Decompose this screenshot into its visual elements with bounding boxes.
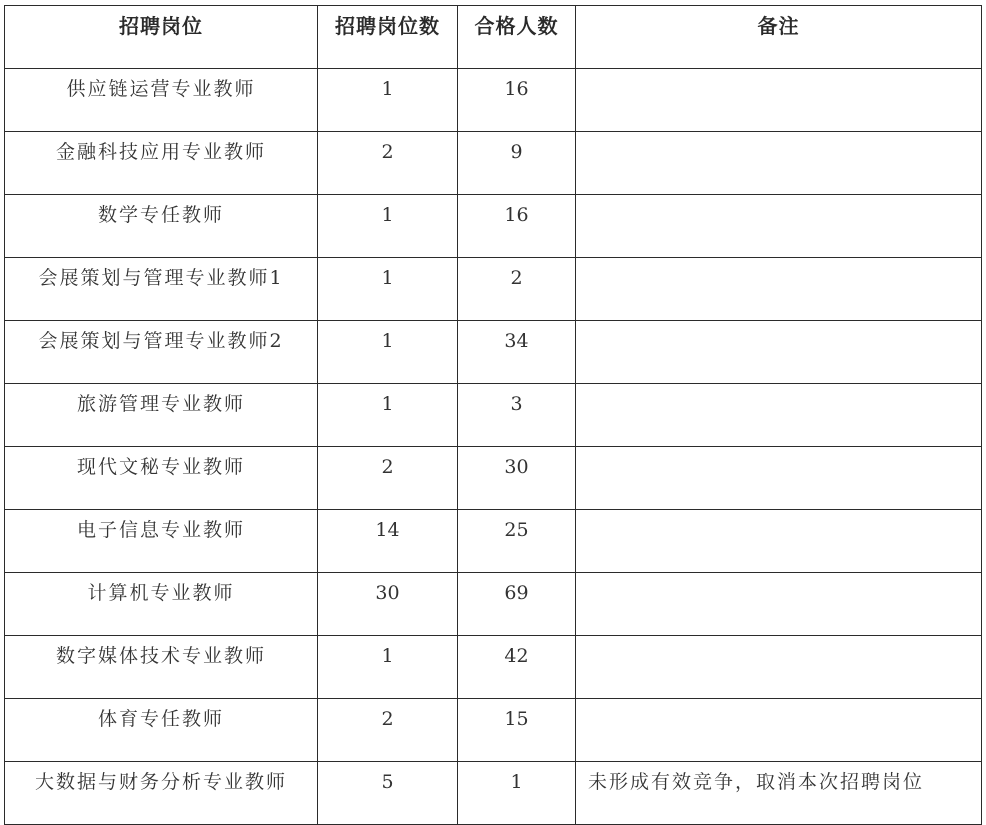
cell-position: 大数据与财务分析专业教师 bbox=[5, 762, 318, 825]
recruitment-table bbox=[4, 5, 982, 825]
cell-remark bbox=[576, 258, 982, 321]
cell-qualified: 2 bbox=[458, 258, 576, 321]
cell-qualified: 34 bbox=[458, 321, 576, 384]
table-row bbox=[5, 510, 982, 573]
cell-qualified: 16 bbox=[458, 195, 576, 258]
header-position: 招聘岗位 bbox=[5, 6, 318, 69]
cell-remark: 未形成有效竞争，取消本次招聘岗位 bbox=[576, 762, 982, 825]
cell-openings: 2 bbox=[318, 447, 458, 510]
cell-remark bbox=[576, 510, 982, 573]
cell-position: 数学专任教师 bbox=[5, 195, 318, 258]
table-row bbox=[5, 636, 982, 699]
cell-position: 会展策划与管理专业教师2 bbox=[5, 321, 318, 384]
table-row bbox=[5, 132, 982, 195]
cell-openings: 30 bbox=[318, 573, 458, 636]
cell-position: 旅游管理专业教师 bbox=[5, 384, 318, 447]
cell-position: 会展策划与管理专业教师1 bbox=[5, 258, 318, 321]
cell-position: 体育专任教师 bbox=[5, 699, 318, 762]
cell-openings: 1 bbox=[318, 258, 458, 321]
table-row bbox=[5, 699, 982, 762]
cell-openings: 1 bbox=[318, 195, 458, 258]
cell-position: 现代文秘专业教师 bbox=[5, 447, 318, 510]
cell-qualified: 30 bbox=[458, 447, 576, 510]
cell-position: 金融科技应用专业教师 bbox=[5, 132, 318, 195]
cell-remark bbox=[576, 573, 982, 636]
cell-remark bbox=[576, 195, 982, 258]
cell-qualified: 25 bbox=[458, 510, 576, 573]
cell-remark bbox=[576, 699, 982, 762]
cell-qualified: 1 bbox=[458, 762, 576, 825]
table-header bbox=[5, 6, 982, 69]
cell-position: 计算机专业教师 bbox=[5, 573, 318, 636]
cell-qualified: 69 bbox=[458, 573, 576, 636]
cell-remark bbox=[576, 132, 982, 195]
cell-qualified: 42 bbox=[458, 636, 576, 699]
table-row bbox=[5, 447, 982, 510]
header-qualified: 合格人数 bbox=[458, 6, 576, 69]
cell-openings: 1 bbox=[318, 321, 458, 384]
table-body bbox=[5, 69, 982, 825]
table-row bbox=[5, 195, 982, 258]
cell-qualified: 16 bbox=[458, 69, 576, 132]
header-row bbox=[5, 6, 982, 69]
cell-position: 电子信息专业教师 bbox=[5, 510, 318, 573]
header-remark: 备注 bbox=[576, 6, 982, 69]
cell-openings: 1 bbox=[318, 384, 458, 447]
table-row bbox=[5, 762, 982, 825]
cell-openings: 1 bbox=[318, 69, 458, 132]
cell-openings: 14 bbox=[318, 510, 458, 573]
cell-position: 供应链运营专业教师 bbox=[5, 69, 318, 132]
cell-position: 数字媒体技术专业教师 bbox=[5, 636, 318, 699]
cell-remark bbox=[576, 321, 982, 384]
table-row bbox=[5, 321, 982, 384]
table-row bbox=[5, 69, 982, 132]
table-row bbox=[5, 258, 982, 321]
cell-openings: 1 bbox=[318, 636, 458, 699]
header-openings: 招聘岗位数 bbox=[318, 6, 458, 69]
cell-openings: 2 bbox=[318, 699, 458, 762]
table-row bbox=[5, 573, 982, 636]
cell-openings: 5 bbox=[318, 762, 458, 825]
cell-qualified: 15 bbox=[458, 699, 576, 762]
table-row bbox=[5, 384, 982, 447]
cell-remark bbox=[576, 69, 982, 132]
cell-remark bbox=[576, 636, 982, 699]
cell-qualified: 9 bbox=[458, 132, 576, 195]
cell-qualified: 3 bbox=[458, 384, 576, 447]
cell-remark bbox=[576, 447, 982, 510]
cell-openings: 2 bbox=[318, 132, 458, 195]
cell-remark bbox=[576, 384, 982, 447]
